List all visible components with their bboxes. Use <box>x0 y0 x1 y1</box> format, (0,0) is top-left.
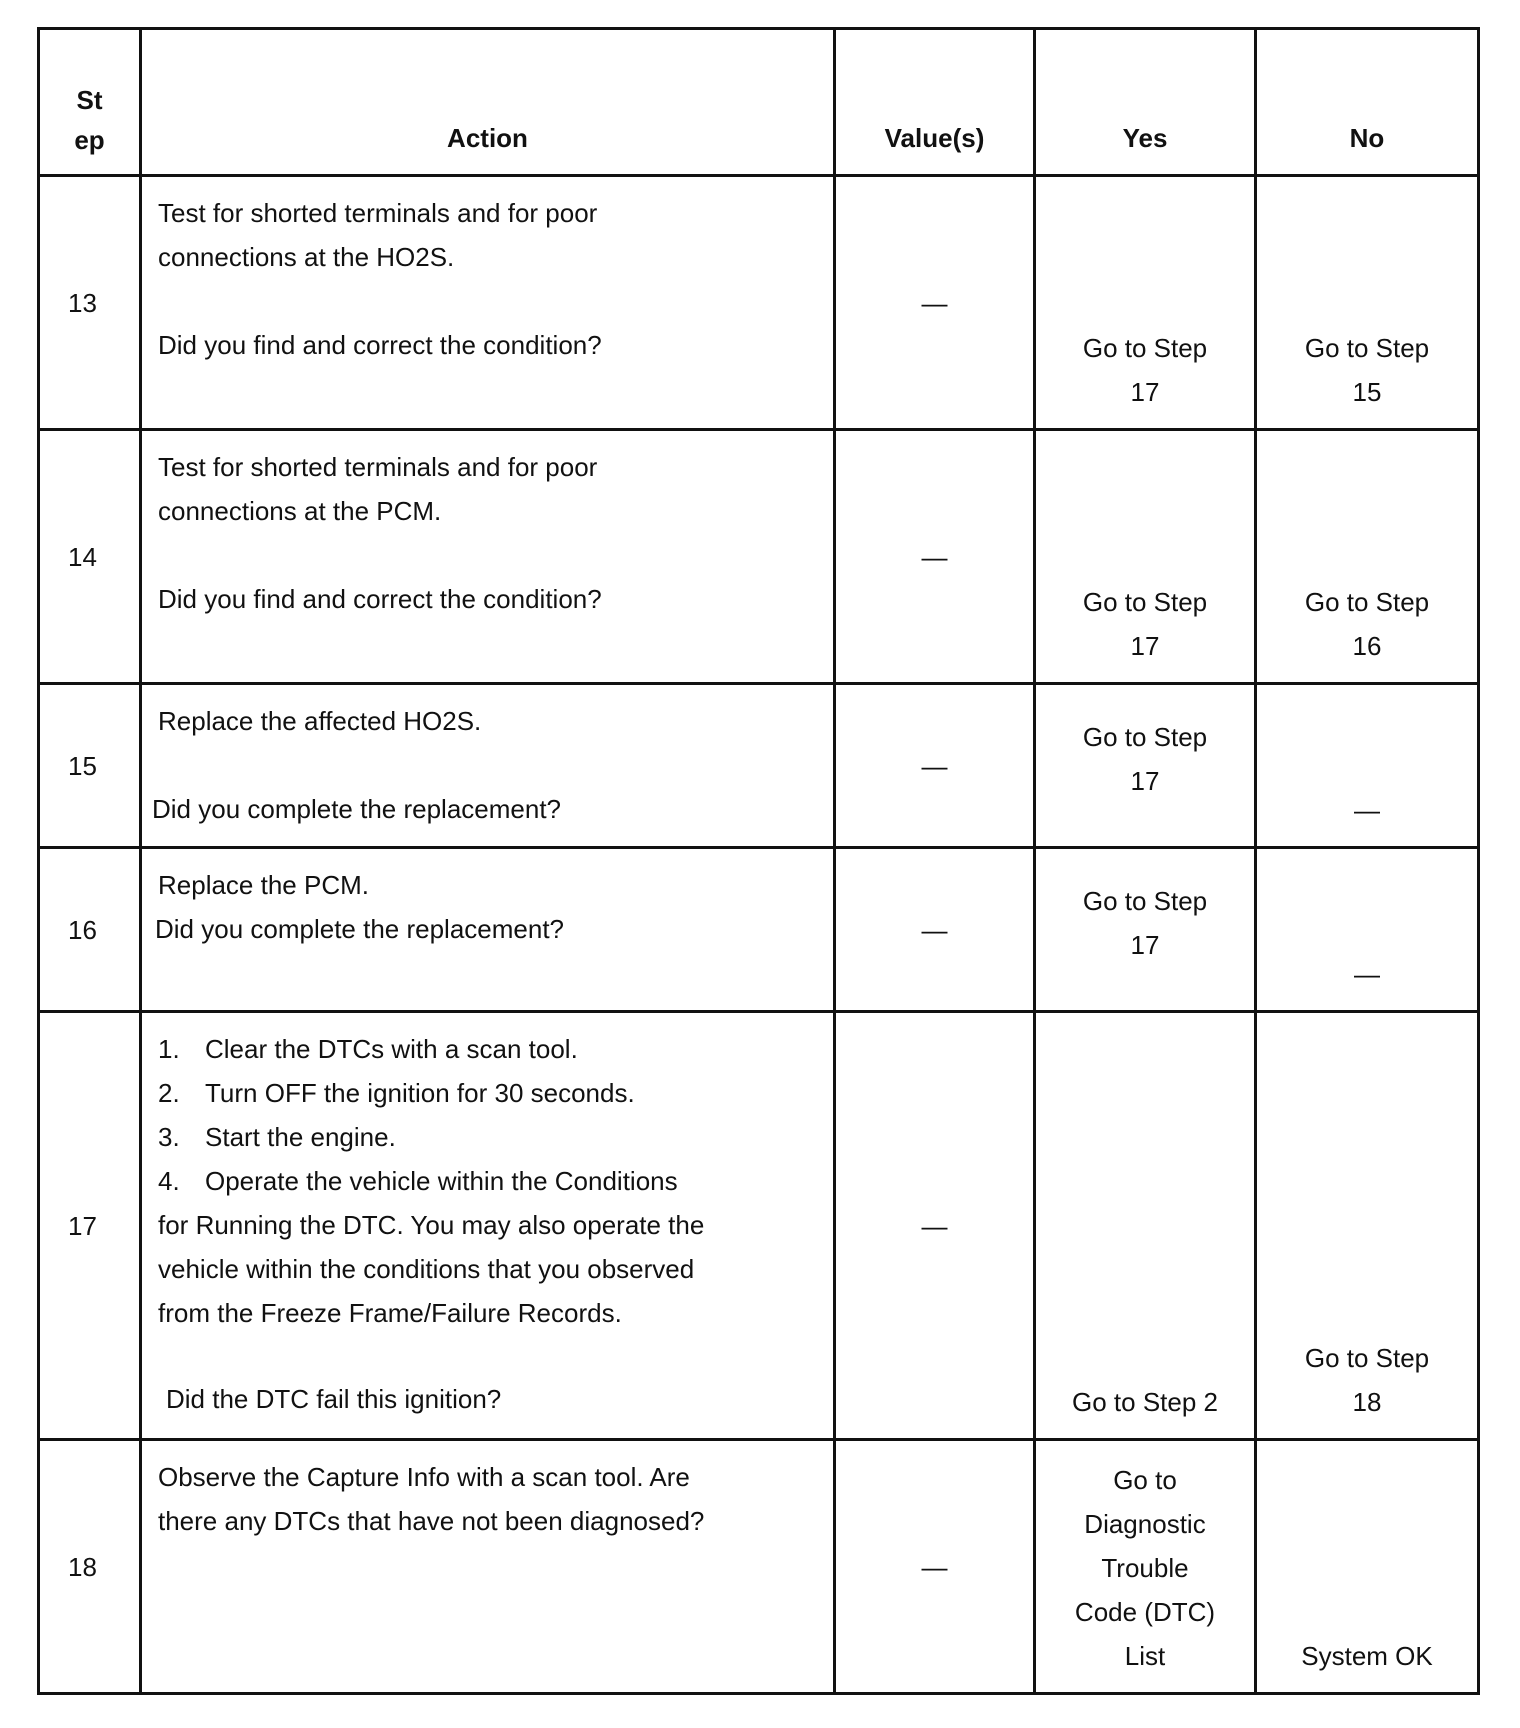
table-row <box>39 176 1479 430</box>
action-question: Did you complete the replacement? <box>152 794 562 824</box>
yes-cell <box>1035 176 1256 430</box>
step-number: 15 <box>39 684 141 848</box>
action-line: Test for shorted terminals and for poor <box>158 452 598 482</box>
action-line: Observe the Capture Info with a scan tool. Are <box>158 1462 690 1492</box>
diagnostic-table-container <box>37 27 1477 1695</box>
yes-cell <box>1035 1440 1256 1694</box>
action-cell <box>141 176 835 430</box>
diagnostic-table <box>37 27 1480 1695</box>
list-text: Operate the vehicle within the Conditions <box>205 1166 678 1196</box>
yes-cell <box>1035 430 1256 684</box>
list-item <box>158 1027 817 1071</box>
action-line: connections at the HO2S. <box>158 242 455 272</box>
yes-line: 17 <box>1130 765 1160 796</box>
no-line: 15 <box>1352 377 1382 407</box>
header-step-line1: St <box>76 85 103 115</box>
list-text: Start the engine. <box>205 1122 396 1152</box>
no-cell <box>1256 1440 1479 1694</box>
no-line: System OK <box>1301 1641 1433 1671</box>
list-text: Turn OFF the ignition for 30 seconds. <box>205 1078 635 1108</box>
yes-line: Trouble <box>1101 1553 1189 1583</box>
action-line: there any DTCs that have not been diagnosed? <box>158 1506 705 1536</box>
list-text: Clear the DTCs with a scan tool. <box>205 1034 578 1064</box>
header-row <box>39 29 1479 176</box>
yes-cell <box>1035 848 1256 1012</box>
step-number: 14 <box>39 430 141 684</box>
list-number: 4. <box>158 1166 180 1196</box>
value-cell: — <box>835 1012 1035 1440</box>
yes-line: 17 <box>1130 377 1160 407</box>
list-item <box>158 1071 817 1115</box>
no-line: Go to Step <box>1304 587 1430 617</box>
yes-line: Go to Step <box>1082 333 1208 363</box>
yes-line: List <box>1124 1641 1166 1671</box>
header-step-line2: ep <box>74 125 105 155</box>
action-line: Replace the PCM. <box>158 870 369 900</box>
no-cell <box>1256 684 1479 848</box>
table-row <box>39 1012 1479 1440</box>
header-no: No <box>1256 29 1479 176</box>
yes-line: 17 <box>1130 929 1160 960</box>
no-line: 18 <box>1352 1387 1382 1417</box>
header-yes: Yes <box>1035 29 1256 176</box>
table-row <box>39 430 1479 684</box>
action-line: vehicle within the conditions that you observed <box>158 1254 695 1284</box>
no-line: 16 <box>1352 631 1382 661</box>
action-line: Test for shorted terminals and for poor <box>158 198 598 228</box>
yes-line: Code (DTC) <box>1074 1597 1216 1627</box>
no-line: — <box>1354 959 1380 989</box>
yes-line: Go to Step 2 <box>1072 1387 1218 1417</box>
action-cell <box>141 684 835 848</box>
yes-cell <box>1035 1012 1256 1440</box>
no-cell <box>1256 1012 1479 1440</box>
action-line: connections at the PCM. <box>158 496 442 526</box>
no-line: Go to Step <box>1304 1343 1430 1373</box>
table-row <box>39 848 1479 1012</box>
step-number: 16 <box>39 848 141 1012</box>
action-question: Did you find and correct the condition? <box>158 584 602 614</box>
action-line: for Running the DTC. You may also operate the <box>158 1210 705 1240</box>
yes-cell <box>1035 684 1256 848</box>
no-cell <box>1256 848 1479 1012</box>
yes-line: Diagnostic <box>1084 1509 1206 1539</box>
table-row <box>39 1440 1479 1694</box>
yes-line: Go to <box>1113 1465 1177 1495</box>
action-line: Did you complete the replacement? <box>155 914 565 944</box>
list-number: 1. <box>158 1034 180 1064</box>
no-line: — <box>1354 795 1380 825</box>
value-cell: — <box>835 1440 1035 1694</box>
step-number: 13 <box>39 176 141 430</box>
no-line: Go to Step <box>1304 333 1430 363</box>
header-values: Value(s) <box>835 29 1035 176</box>
yes-line: Go to Step <box>1082 721 1208 752</box>
yes-line: Go to Step <box>1082 587 1208 617</box>
step-number: 18 <box>39 1440 141 1694</box>
value-cell: — <box>835 430 1035 684</box>
value-cell: — <box>835 684 1035 848</box>
action-cell <box>141 1440 835 1694</box>
list-item <box>158 1115 817 1159</box>
no-cell <box>1256 176 1479 430</box>
step-number: 17 <box>39 1012 141 1440</box>
list-number: 3. <box>158 1122 180 1152</box>
table-row <box>39 684 1479 848</box>
header-step <box>39 29 141 176</box>
header-action: Action <box>141 29 835 176</box>
action-list <box>158 1027 817 1203</box>
action-cell <box>141 1012 835 1440</box>
yes-line: 17 <box>1130 631 1160 661</box>
list-number: 2. <box>158 1078 180 1108</box>
yes-line: Go to Step <box>1082 885 1208 916</box>
action-question: Did you find and correct the condition? <box>158 330 602 360</box>
action-cell <box>141 848 835 1012</box>
action-cell <box>141 430 835 684</box>
list-item <box>158 1159 817 1203</box>
action-question: Did the DTC fail this ignition? <box>166 1384 502 1414</box>
value-cell: — <box>835 176 1035 430</box>
value-cell: — <box>835 848 1035 1012</box>
no-cell <box>1256 430 1479 684</box>
action-line: Replace the affected HO2S. <box>158 706 482 736</box>
action-line: from the Freeze Frame/Failure Records. <box>158 1298 622 1328</box>
